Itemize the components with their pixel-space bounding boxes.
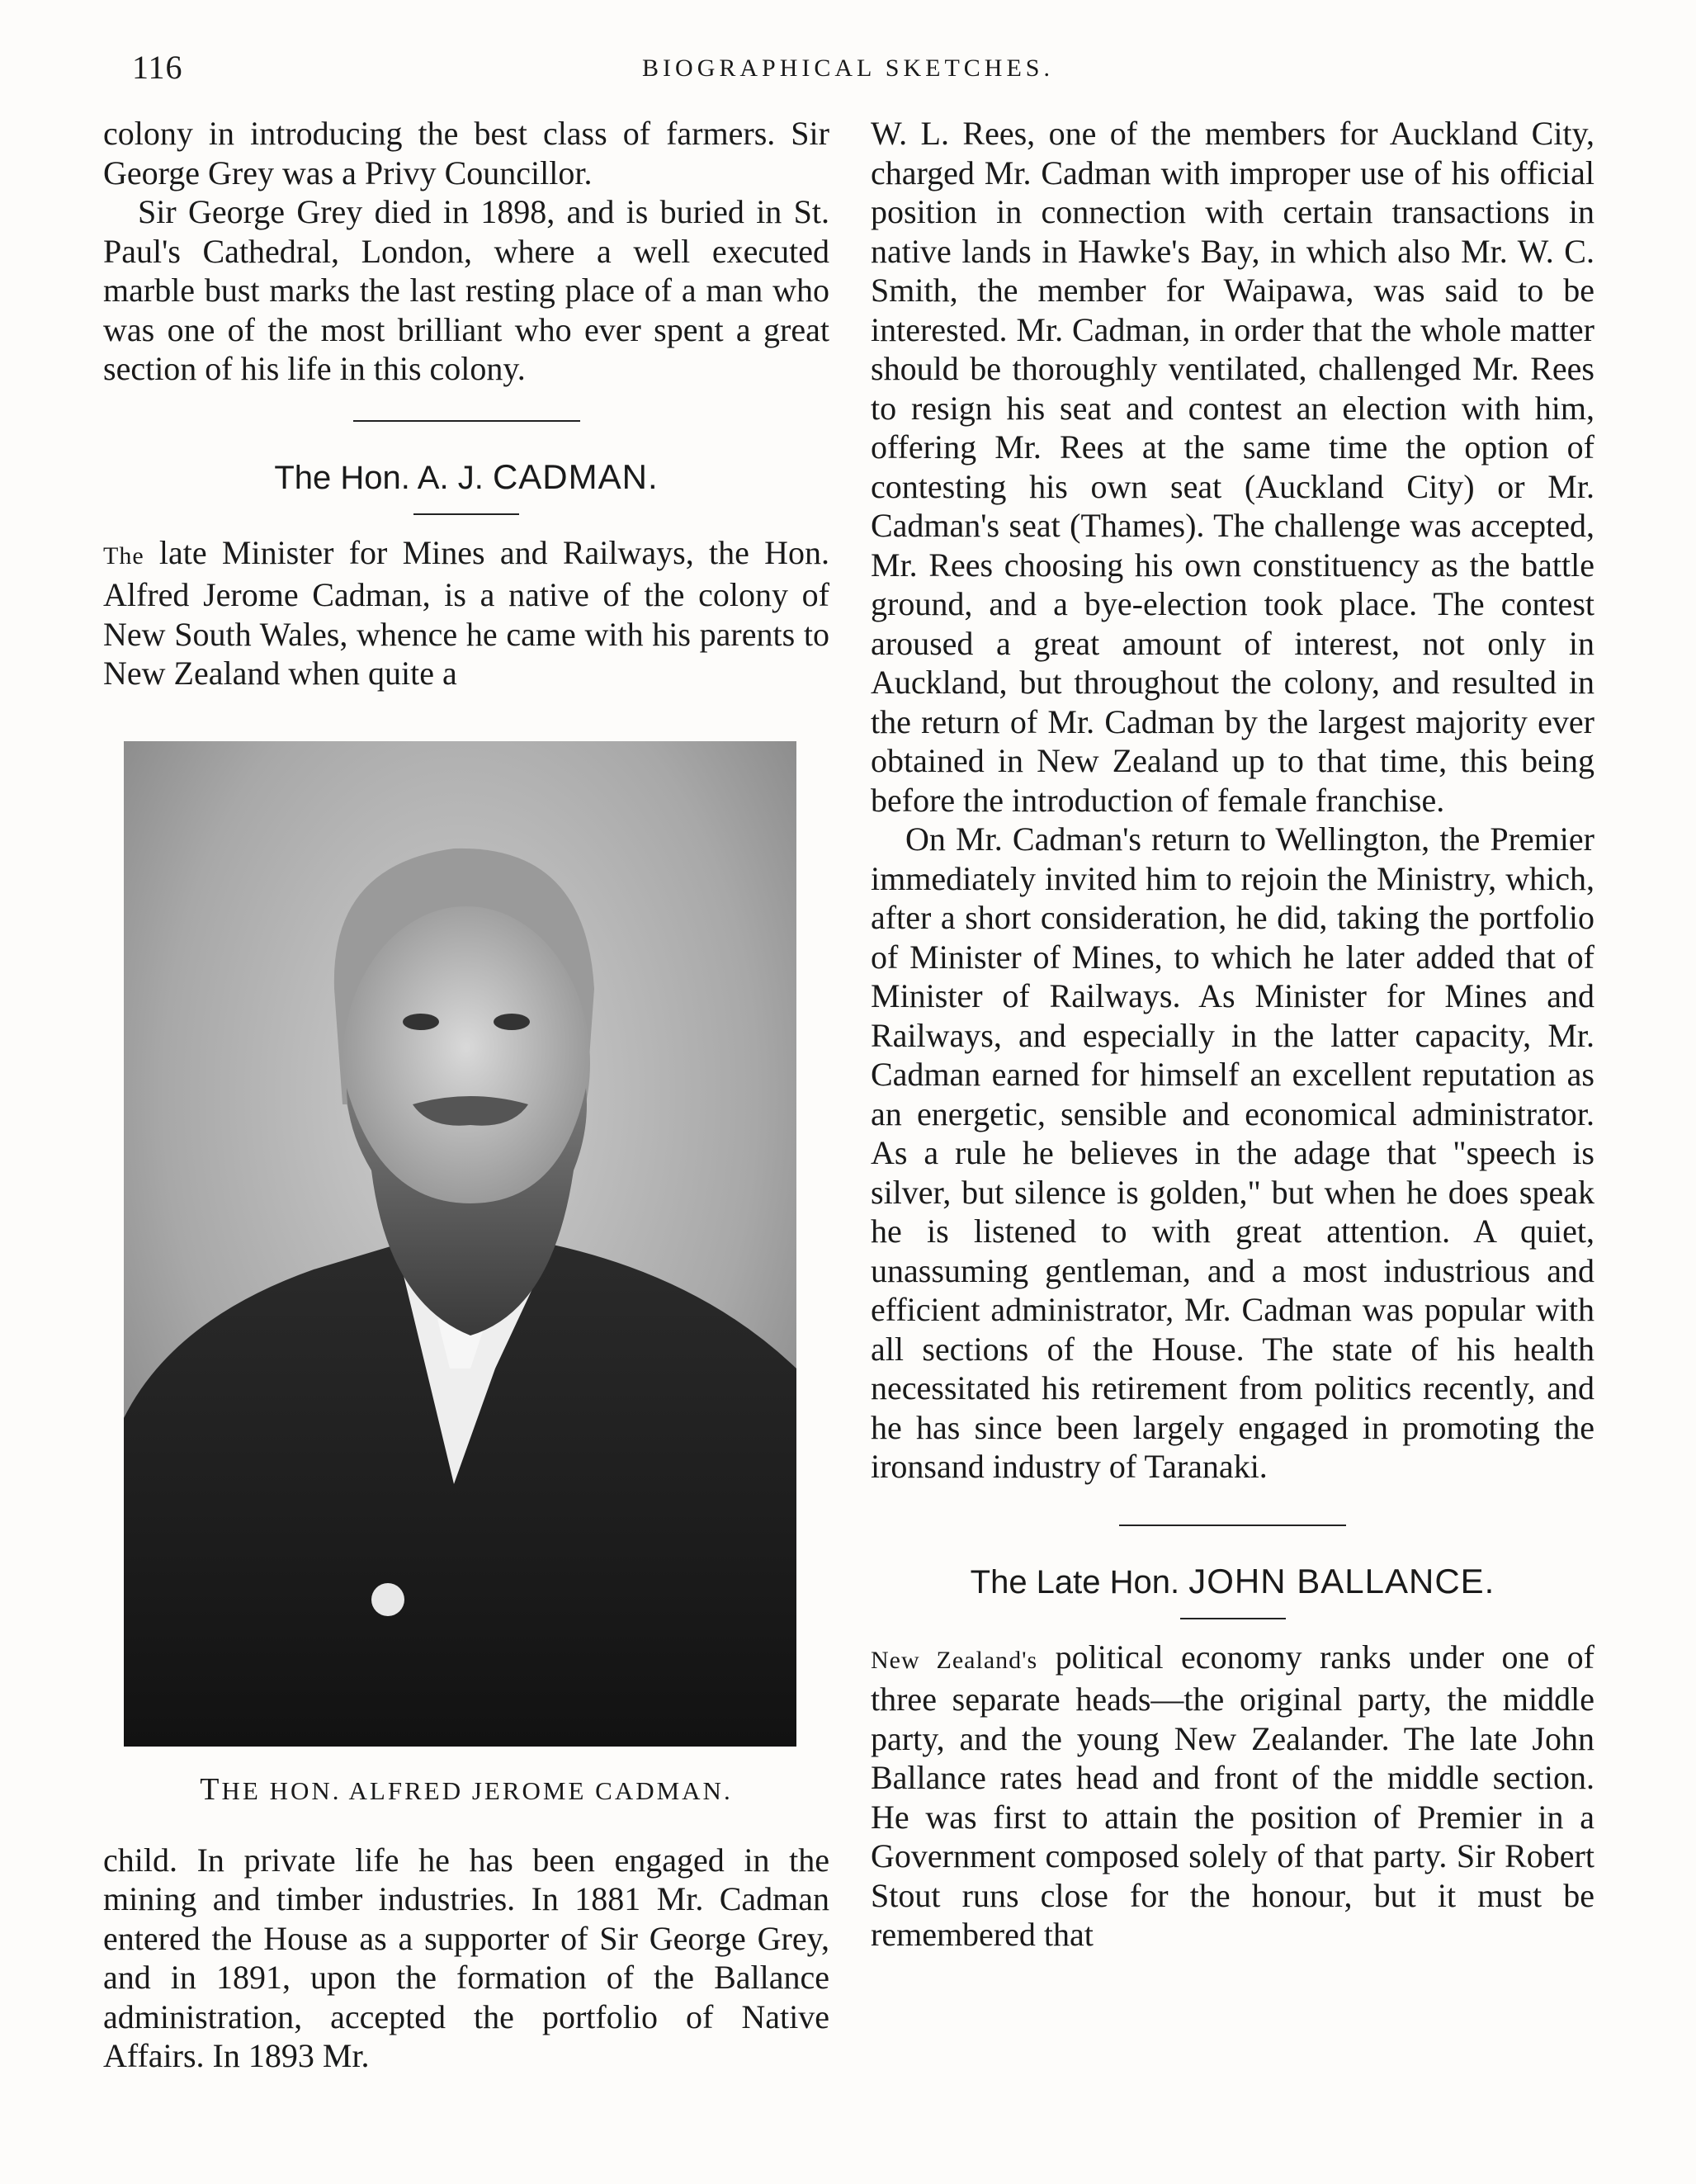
caption-initial: T	[200, 1771, 222, 1807]
intro-text: political economy ranks under one of three separate heads—the original party, the middle party, and the young New Zealander. The late John Ballance rates head and front of the middle section. He was first to attain the position of Premier in a Government composed solely of that party. Sir Robert Stout runs close for the honour, but it must be remembered that	[871, 1638, 1594, 1953]
portrait-photo	[124, 741, 796, 1747]
portrait-caption	[103, 1773, 829, 1808]
paragraph-ballance-intro	[871, 1638, 1594, 1955]
section-divider	[353, 420, 580, 422]
paragraph-grey-continued: colony in introducing the best class of farmers. Sir George Grey was a Privy Councillor.	[103, 115, 829, 191]
paragraph-grey-death: Sir George Grey died in 1898, and is buried in St. Paul's Cathedral, London, where a well executed marble bust marks the last resting place of a man who was one of the most brilliant who ever spent a great section of his life in this colony.	[103, 193, 829, 387]
right-eye	[494, 1014, 530, 1030]
caption-text: HE HON. ALFRED JEROME CADMAN.	[221, 1775, 733, 1805]
section-heading-ballance	[871, 1561, 1594, 1603]
paragraph-cadman-intro	[103, 533, 829, 693]
heading-prefix: The Hon. A. J.	[274, 459, 493, 496]
page-number: 116	[132, 49, 183, 86]
heading-underline	[1180, 1618, 1286, 1619]
heading-underline	[413, 513, 519, 515]
opening-words: New Zealand's	[871, 1646, 1038, 1674]
left-eye	[403, 1014, 439, 1030]
intro-text: late Minister for Mines and Railways, the Hon. Alfred Jerome Cadman, is a native of the colony of New South Wales, whence he came with his parents to New Zealand when quite a	[103, 533, 829, 692]
right-column	[871, 114, 1594, 1955]
portrait-illustration	[124, 741, 796, 1747]
section-divider-ballance	[1119, 1525, 1346, 1526]
section-heading-cadman	[103, 456, 829, 499]
running-title: BIOGRAPHICAL SKETCHES.	[642, 54, 1054, 82]
heading-name: JOHN BALLANCE.	[1188, 1561, 1495, 1600]
heading-name: CADMAN.	[492, 456, 659, 496]
opening-word: The	[103, 541, 144, 570]
left-column	[103, 114, 829, 2076]
paragraph-cadman-career: child. In private life he has been engaged in the mining and timber industries. In 1881 Mr. Cadman entered the House as a supporter of Sir George Grey, and in 1891, upon the formation of the Ballance administration, accepted the portfolio of Native Affairs. In 1893 Mr.	[103, 1841, 829, 2074]
heading-prefix: The Late Hon.	[970, 1563, 1189, 1600]
coat-button	[371, 1583, 404, 1616]
paragraph-rees-challenge: W. L. Rees, one of the members for Auckland City, charged Mr. Cadman with improper use of his official position in connection with certain transactions in native lands in Hawke's Bay, in which also Mr. W. C. Smith, the member for Waipawa, was said to be interested. Mr. Cadman, in order that the whole matter should be thoroughly ventilated, challenged Mr. Rees to resign his seat and contest an election with him, offering Mr. Rees at the same time the option of contesting his own seat (Auckland City) or Mr. Cadman's seat (Thames). The challenge was accepted, Mr. Rees choosing his own constituency as the battle ground, and a bye-election took place. The contest aroused a great amount of interest, not only in Auckland, but throughout the colony, and resulted in the return of Mr. Cadman by the largest majority ever obtained in New Zealand up to that time, this being before the introduction of female franchise.	[871, 115, 1594, 819]
paragraph-cadman-return: On Mr. Cadman's return to Wellington, the Premier immediately invited him to rejoin the Ministry, which, after a short consideration, he did, taking the portfolio of Minister of Mines, to which he later added that of Minister of Railways. As Minister for Mines and Railways, and especially in the latter capacity, Mr. Cadman earned for himself an excellent reputation as an energetic, sensible and economical administrator. As a rule he believes in the adage that "speech is silver, but silence is golden," but when he does speak he is listened to with great attention. A quiet, unassuming gentleman, and a most industrious and efficient administrator, Mr. Cadman was popular with all sections of the House. The state of his health necessitated his retirement from politics recently, and he has since been largely engaged in promoting the ironsand industry of Taranaki.	[871, 820, 1594, 1485]
